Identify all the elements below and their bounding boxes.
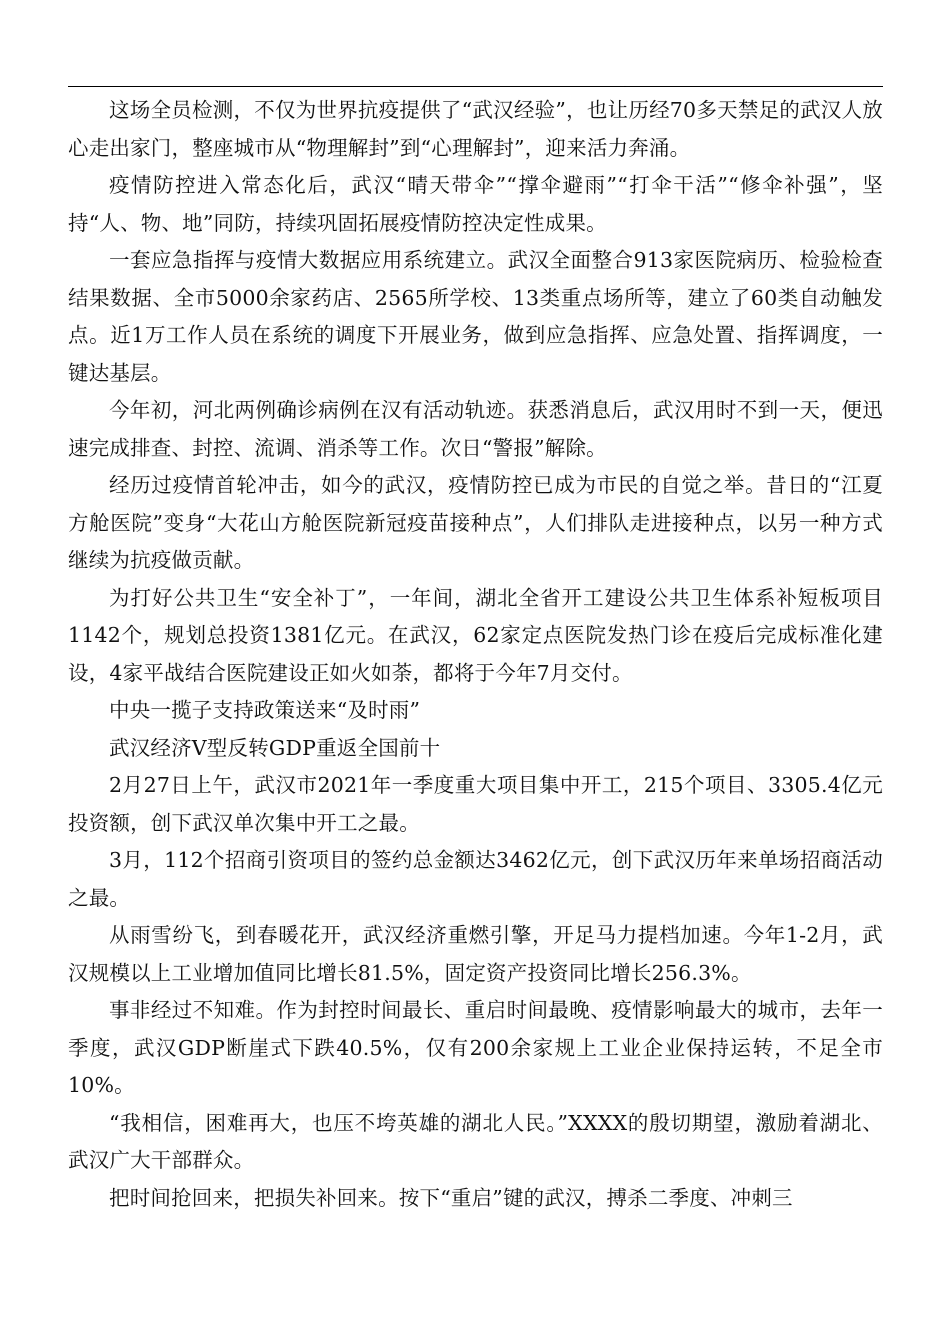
header-rule xyxy=(68,86,883,87)
section-heading: 中央一揽子支持政策送来“及时雨” xyxy=(109,698,421,722)
document-body xyxy=(68,92,883,1217)
paragraph: 3月，112个招商引资项目的签约总金额达3462亿元，创下武汉历年来单场招商活动之最。 xyxy=(68,848,883,910)
paragraph: 经历过疫情首轮冲击，如今的武汉，疫情防控已成为市民的自觉之举。昔日的“江夏方舱医院”变身“大花山方舱医院新冠疫苗接种点”，人们排队走进接种点，以另一种方式继续为抗疫做贡献。 xyxy=(68,473,883,572)
paragraph: 今年初，河北两例确诊病例在汉有活动轨迹。获悉消息后，武汉用时不到一天，便迅速完成排查、封控、流调、消杀等工作。次日“警报”解除。 xyxy=(68,398,883,460)
paragraph: “我相信，困难再大，也压不垮英雄的湖北人民。”XXXX的殷切期望，激励着湖北、武汉广大干部群众。 xyxy=(68,1110,883,1172)
paragraph: 事非经过不知难。作为封控时间最长、重启时间最晚、疫情影响最大的城市，去年一季度，武汉GDP断崖式下跌40.5%，仅有200余家规上工业企业保持运转，不足全市10%。 xyxy=(68,998,883,1097)
paragraph: 2月27日上午，武汉市2021年一季度重大项目集中开工，215个项目、3305.4亿元投资额，创下武汉单次集中开工之最。 xyxy=(68,773,883,835)
paragraph: 把时间抢回来，把损失补回来。按下“重启”键的武汉，搏杀二季度、冲刺三 xyxy=(109,1185,793,1210)
paragraph: 为打好公共卫生“安全补丁”，一年间，湖北全省开工建设公共卫生体系补短板项目1142个，规划总投资1381亿元。在武汉，62家定点医院发热门诊在疫后完成标准化建设，4家平战结合医院建设正如火如荼，都将于今年7月交付。 xyxy=(68,585,883,685)
paragraph: 一套应急指挥与疫情大数据应用系统建立。武汉全面整合913家医院病历、检验检查结果数据、全市5000余家药店、2565所学校、13类重点场所等，建立了60类自动触发点。近1万工作人员在系统的调度下开展业务，做到应急指挥、应急处置、指挥调度，一键达基层。 xyxy=(68,248,883,385)
paragraph: 疫情防控进入常态化后，武汉“晴天带伞”“撑伞避雨”“打伞干活”“修伞补强”，坚持“人、物、地”同防，持续巩固拓展疫情防控决定性成果。 xyxy=(68,173,883,235)
paragraph: 从雨雪纷飞，到春暖花开，武汉经济重燃引擎，开足马力提档加速。今年1-2月，武汉规模以上工业增加值同比增长81.5%，固定资产投资同比增长256.3%。 xyxy=(68,923,883,985)
paragraph: 这场全员检测，不仅为世界抗疫提供了“武汉经验”，也让历经70多天禁足的武汉人放心走出家门，整座城市从“物理解封”到“心理解封”，迎来活力奔涌。 xyxy=(68,98,883,160)
section-heading: 武汉经济V型反转GDP重返全国前十 xyxy=(109,735,441,760)
